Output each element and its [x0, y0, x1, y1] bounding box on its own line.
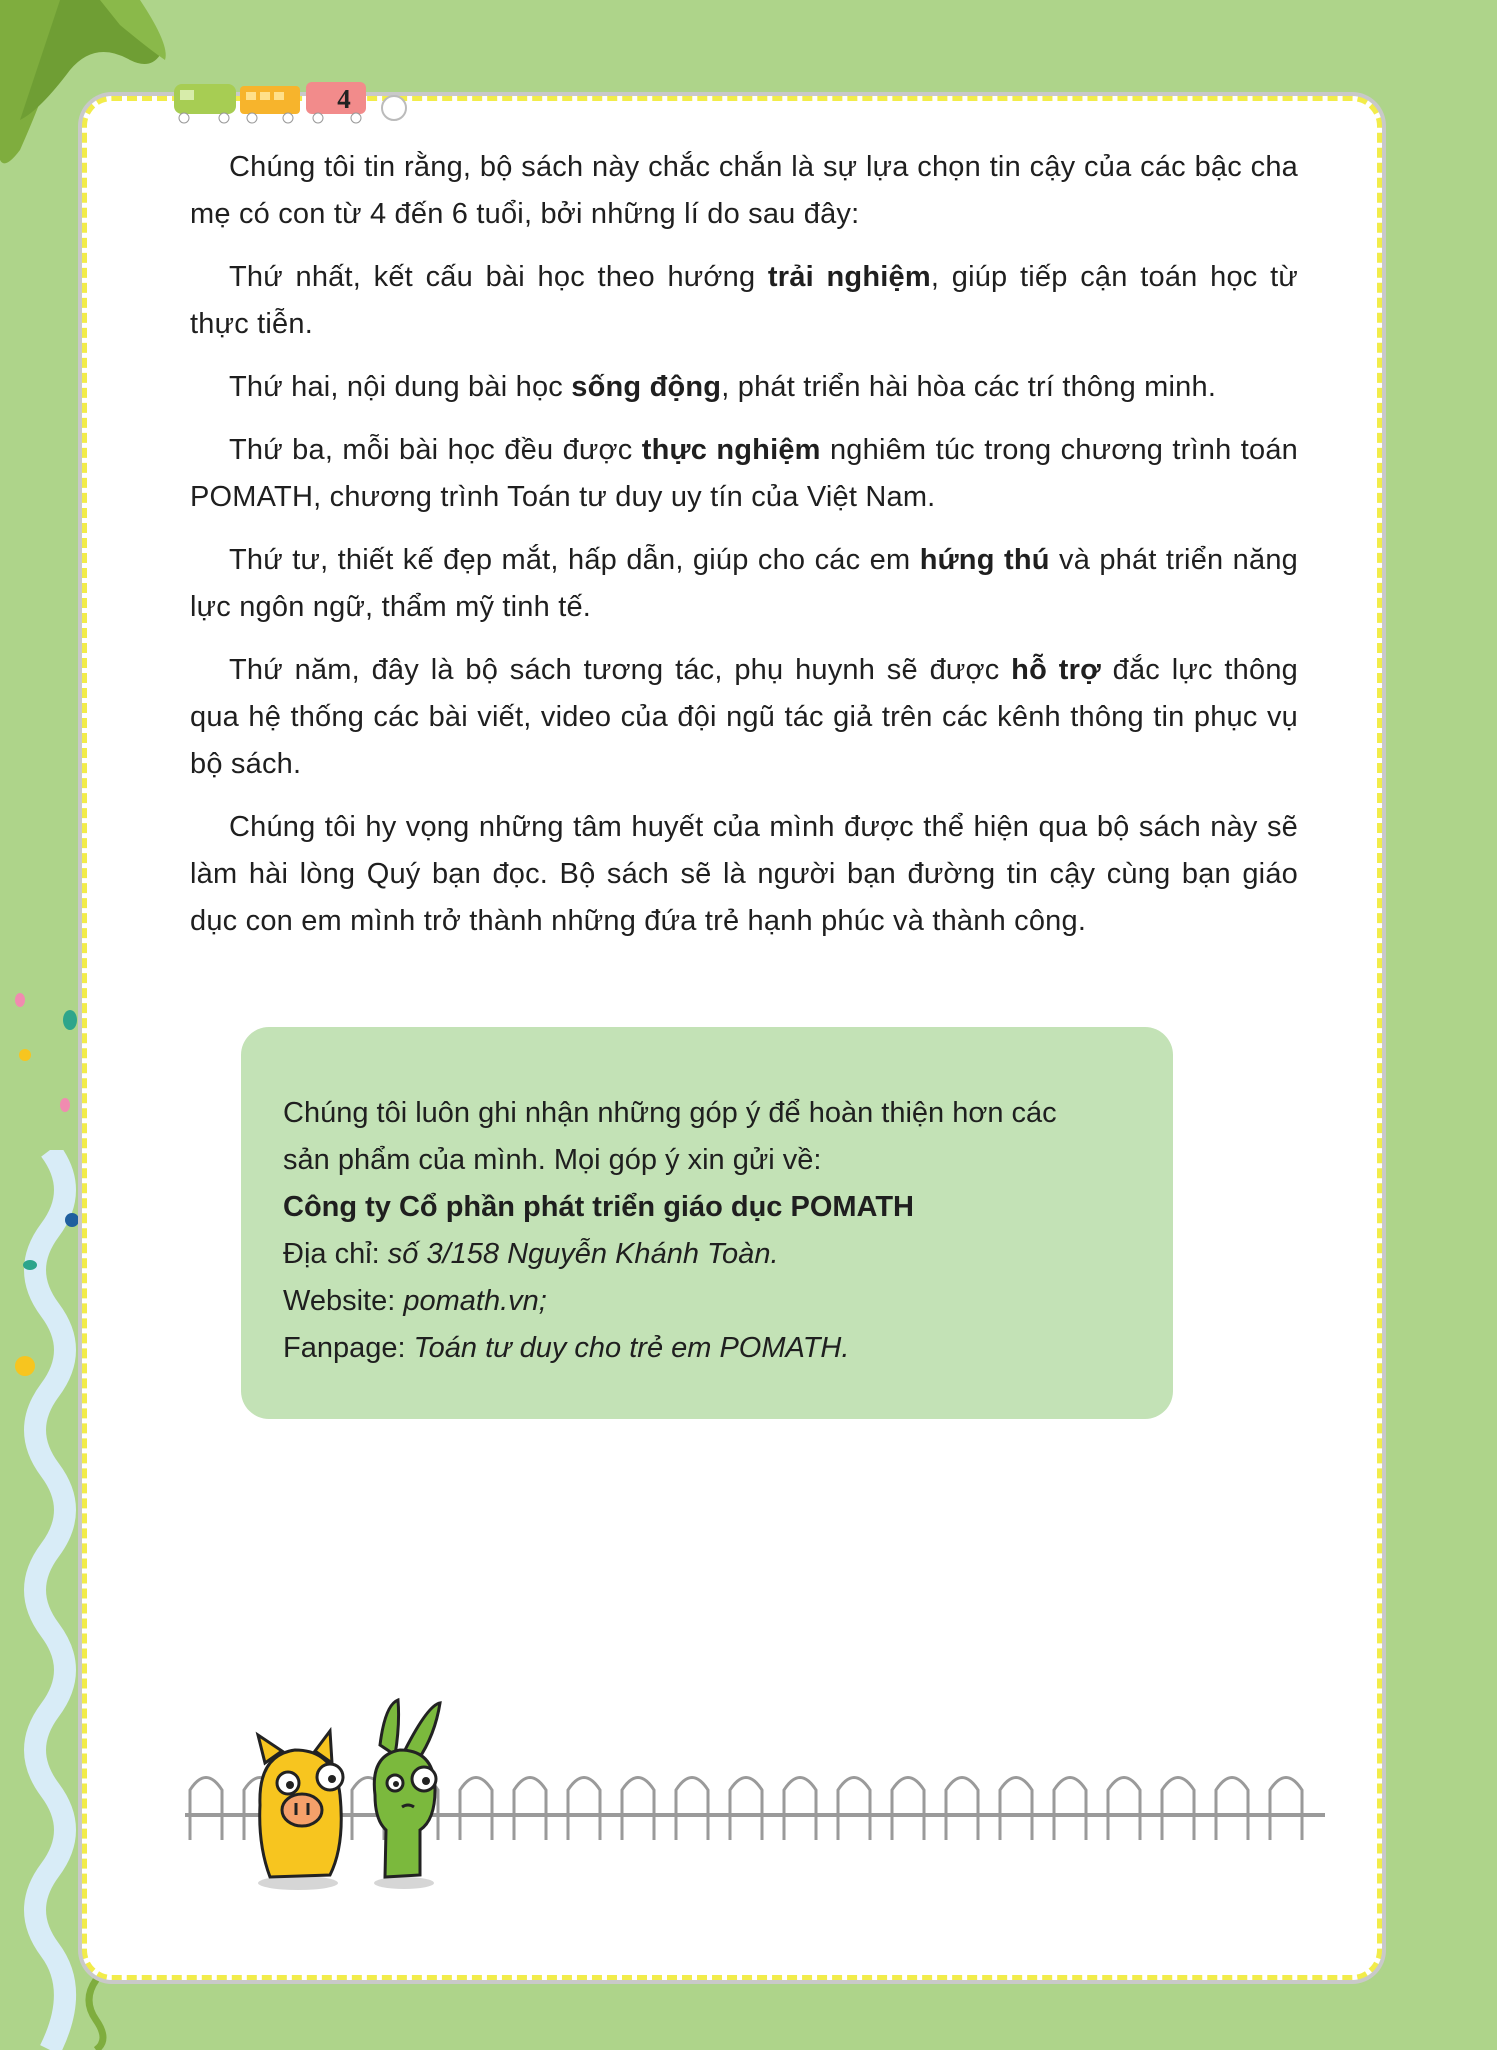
fanpage-line: Fanpage: Toán tư duy cho trẻ em POMATH. [283, 1332, 850, 1364]
paragraph: Thứ ba, mỗi bài học đều được thực nghiệm nghiêm túc trong chương trình toán POMATH, chương trình Toán tư duy uy tín của Việt Nam. [190, 434, 1298, 513]
website-link[interactable]: pomath.vn; [403, 1285, 547, 1317]
rabbit-character-icon [374, 1700, 440, 1889]
fence-icon [180, 1695, 1330, 1895]
company-name: Công ty Cổ phần phát triển giáo dục POMATH [283, 1191, 914, 1223]
paragraph: Thứ hai, nội dung bài học sống động, phát triển hài hòa các trí thông minh. [229, 371, 1217, 403]
page-number: 4 [337, 84, 351, 114]
contact-info-box [241, 1027, 1173, 1419]
paragraph: Thứ nhất, kết cấu bài học theo hướng trải nghiệm, giúp tiếp cận toán học từ thực tiễn. [190, 261, 1299, 340]
toy-train-icon [172, 78, 412, 126]
website-line: Website: pomath.vn; [283, 1285, 547, 1317]
paragraph: Thứ tư, thiết kế đẹp mắt, hấp dẫn, giúp cho các em hứng thú và phát triển năng lực ngôn ngữ, thẩm mỹ tinh tế. [190, 544, 1298, 623]
confetti-dots-icon [0, 980, 90, 1380]
paragraph: Chúng tôi hy vọng những tâm huyết của mình được thể hiện qua bộ sách này sẽ làm hài lòng Quý bạn đọc. Bộ sách sẽ là người bạn đường tin cậy cùng bạn giáo dục con em mình trở thành những đứa trẻ hạnh phúc và thành công. [190, 811, 1298, 937]
pig-character-icon [258, 1731, 343, 1890]
info-line: Chúng tôi luôn ghi nhận những góp ý để hoàn thiện hơn các [283, 1097, 1057, 1129]
address-line: Địa chỉ: số 3/158 Nguyễn Khánh Toàn. [283, 1238, 779, 1270]
paragraph: Chúng tôi tin rằng, bộ sách này chắc chắn là sự lựa chọn tin cậy của các bậc cha mẹ có con từ 4 đến 6 tuổi, bởi những lí do sau đây: [190, 151, 1298, 230]
info-line: sản phẩm của mình. Mọi góp ý xin gửi về: [283, 1144, 822, 1176]
intro-text [190, 144, 1298, 961]
paragraph: Thứ năm, đây là bộ sách tương tác, phụ huynh sẽ được hỗ trợ đắc lực thông qua hệ thống các bài viết, video của đội ngũ tác giả trên các kênh thông tin phục vụ bộ sách. [190, 654, 1298, 780]
